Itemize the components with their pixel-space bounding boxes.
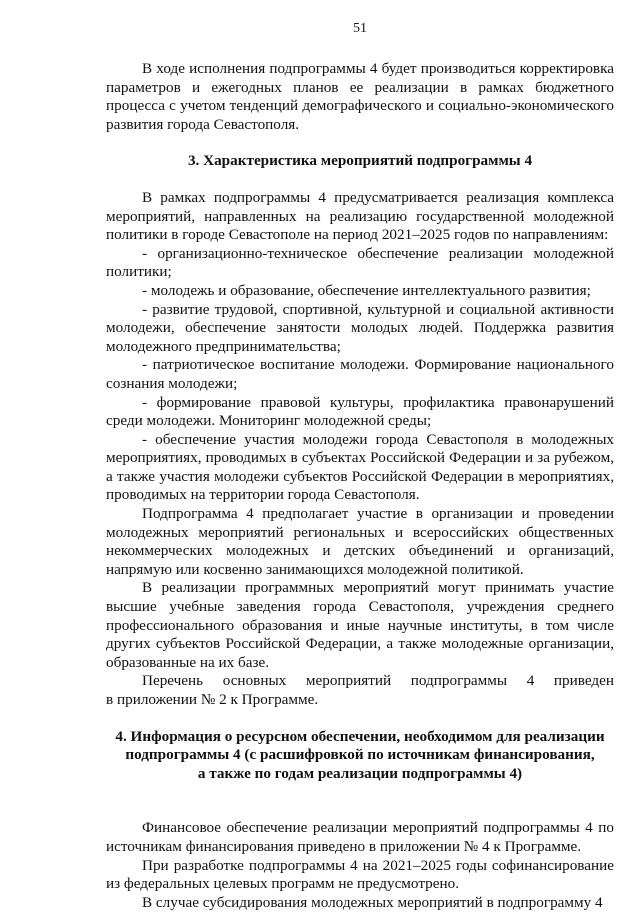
institutions-paragraph: В реализации программных мероприятий могут принимать участие высшие учебные заведения города Севастополя, учреждения среднего профессионального образования и иные научные институты, в том числе других субъектов Российской Федерации, а также молодежные организации, образованные на их базе. (106, 579, 614, 671)
direction-list-item: - патриотическое воспитание молодежи. Формирование национального сознания молодежи; (106, 356, 614, 392)
direction-list-item: - молодежь и образование, обеспечение интеллектуального развития; (142, 281, 591, 299)
cofinancing-paragraph: При разработке подпрограммы 4 на 2021–2025 годы софинансирование из федеральных целевых программ не предусмотрено. (106, 856, 614, 893)
spacer (106, 783, 614, 819)
section-4-heading-line-1: 4. Информация о ресурсном обеспечении, необходимом для реализации (115, 727, 605, 745)
section-3-lead-paragraph: В рамках подпрограммы 4 предусматривается реализация комплекса мероприятий, направленных на реализацию государственной молодежной политики в городе Севастополе на период 2021–2025 годов по направлениям: (106, 188, 614, 244)
participation-paragraph: Подпрограмма 4 предполагает участие в организации и проведении молодежных мероприятий региональных и всероссийских общественных некоммерческих молодежных и детских объединений и организаций, напрямую или косвенно занимающихся молодежной политикой. (106, 505, 614, 578)
activities-list-reference-continuation: в приложении № 2 к Программе. (106, 691, 319, 708)
direction-list-item: - развитие трудовой, спортивной, культурной и социальной активности молодежи, обеспечение занятости молодых людей. Поддержка развития молодежного предпринимательства; (106, 300, 614, 355)
financing-paragraph: Финансовое обеспечение реализации мероприятий подпрограммы 4 по источникам финансирования приведено в приложении № 4 к Программе. (106, 819, 614, 855)
document-body (106, 60, 614, 912)
section-3-heading: 3. Характеристика мероприятий подпрограммы 4 (187, 152, 533, 170)
direction-list-item: - обеспечение участия молодежи города Севастополя в молодежных мероприятиях, проводимых в субъектах Российской Федерации и за рубежом, а также участия молодежи субъектов Российской Федерации в мероприятиях, проводимых на территории города Севастополя. (106, 430, 614, 504)
subsidy-paragraph: В случае субсидирования молодежных мероприятий в подпрограмму 4 (142, 893, 603, 911)
spacer (106, 171, 614, 189)
activities-list-reference-line: Перечень основных мероприятий подпрограммы 4 приведен (142, 672, 614, 690)
spacer (106, 134, 614, 152)
direction-list-item: - организационно-техническое обеспечение реализации молодежной политики; (106, 244, 614, 281)
page-number: 51 (353, 21, 367, 36)
spacer (106, 710, 614, 728)
section-4-heading-line-2: подпрограммы 4 (с расшифровкой по источникам финансирования, (125, 746, 595, 764)
intro-paragraph: В ходе исполнения подпрограммы 4 будет производиться корректировка параметров и ежегодных планов ее реализации в рамках бюджетного процесса с учетом тенденций демографического и социально-экономического развития города Севастополя. (106, 60, 614, 133)
section-4-heading-line-3: а также по годам реализации подпрограммы 4) (197, 764, 523, 782)
direction-list-item: - формирование правовой культуры, профилактика правонарушений среди молодежи. Мониторинг молодежной среды; (106, 393, 614, 430)
